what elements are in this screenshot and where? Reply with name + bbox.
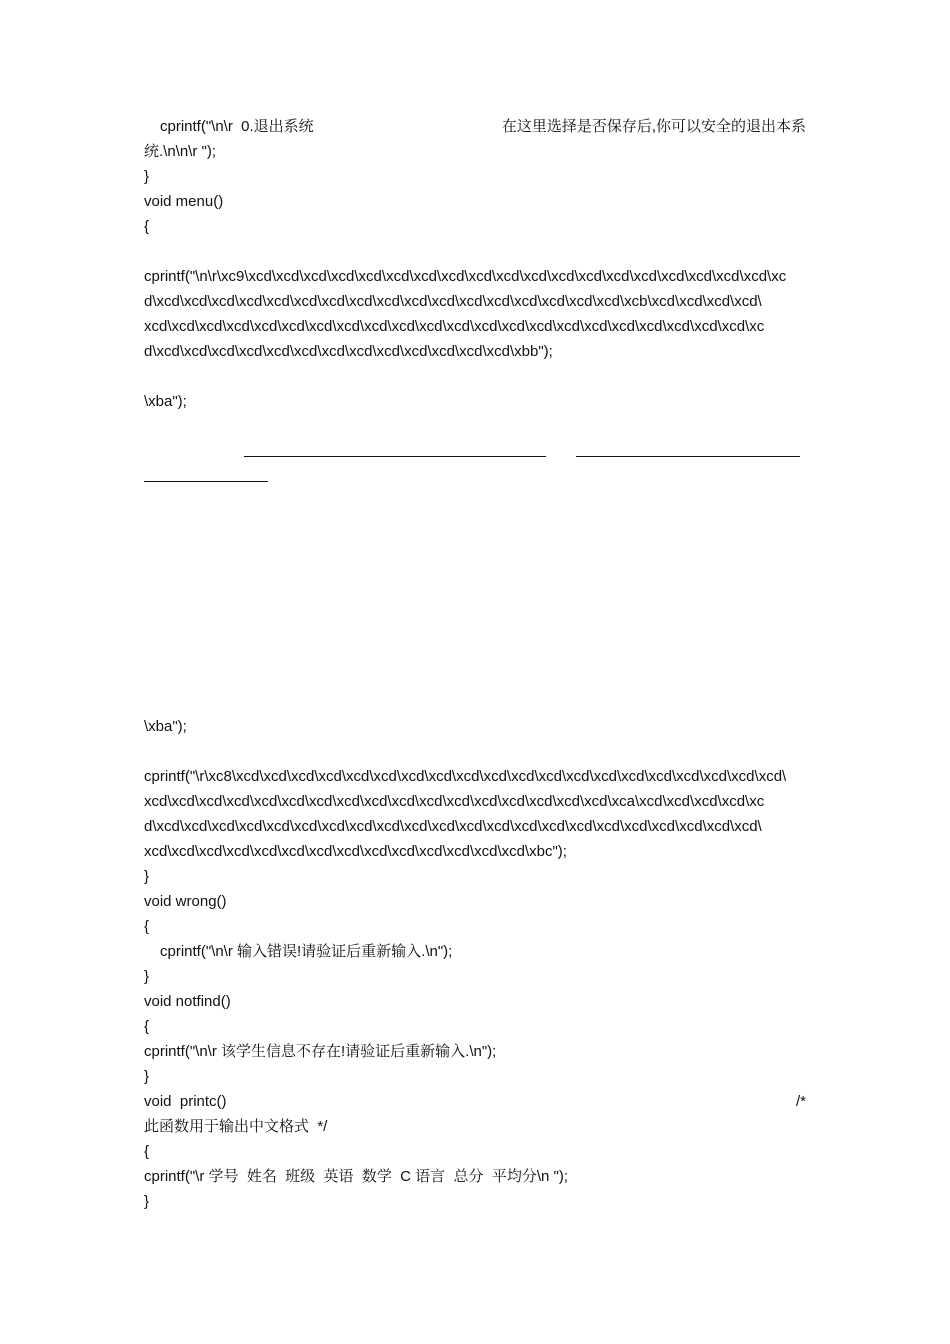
code-line: cprintf("\n\r 该学生信息不存在!请验证后重新输入.\n"); bbox=[144, 1043, 497, 1060]
code-text: cprintf("\n\r 0.退出系统 bbox=[160, 118, 314, 135]
code-line: cprintf("\r\xc8\xcd\xcd\xcd\xcd\xcd\xcd\xcd\xcd\xcd\xcd\xcd\xcd\xcd\xcd\xcd\xcd\xcd\xcd\xcd\xcd\ bbox=[144, 768, 787, 785]
code-line bbox=[144, 564, 806, 589]
code-line: } bbox=[144, 968, 150, 985]
code-line bbox=[144, 689, 806, 714]
code-comment: /* bbox=[795, 1093, 806, 1110]
code-line: { bbox=[144, 1018, 150, 1035]
underline-rule bbox=[144, 481, 268, 482]
code-line bbox=[144, 664, 806, 689]
code-comment: 在这里选择是否保存后,你可以安全的退出本系 bbox=[501, 118, 806, 135]
code-line bbox=[144, 614, 806, 639]
code-line bbox=[144, 489, 806, 514]
code-line: } bbox=[144, 1068, 150, 1085]
code-line bbox=[144, 589, 806, 614]
underline-rule bbox=[244, 456, 546, 457]
code-text: void printc() bbox=[144, 1093, 227, 1110]
code-line: cprintf("\r 学号 姓名 班级 英语 数学 C 语言 总分 平均分\n "); bbox=[144, 1168, 569, 1185]
code-line: cprintf("\n\r 输入错误!请验证后重新输入.\n"); bbox=[160, 943, 453, 960]
code-line: xcd\xcd\xcd\xcd\xcd\xcd\xcd\xcd\xcd\xcd\xcd\xcd\xcd\xcd\xcd\xcd\xcd\xca\xcd\xcd\xcd\xcd\xc bbox=[144, 793, 765, 810]
code-line: { bbox=[144, 218, 150, 235]
code-line: void wrong() bbox=[144, 893, 227, 910]
code-line: } bbox=[144, 1193, 150, 1210]
code-line: d\xcd\xcd\xcd\xcd\xcd\xcd\xcd\xcd\xcd\xcd\xcd\xcd\xcd\xcd\xcd\xcd\xcd\xcd\xcd\xcd\xcd\xcd\ bbox=[144, 818, 762, 835]
code-line: { bbox=[144, 918, 150, 935]
blank-line bbox=[144, 414, 806, 439]
code-line: d\xcd\xcd\xcd\xcd\xcd\xcd\xcd\xcd\xcd\xcd\xcd\xcd\xcd\xbb"); bbox=[144, 343, 553, 360]
code-line: d\xcd\xcd\xcd\xcd\xcd\xcd\xcd\xcd\xcd\xcd\xcd\xcd\xcd\xcd\xcd\xcd\xcd\xcb\xcd\xcd\xcd\xcd\ bbox=[144, 293, 762, 310]
code-line bbox=[144, 364, 806, 389]
code-comment: 此函数用于输出中文格式 */ bbox=[144, 1118, 328, 1135]
code-line: } bbox=[144, 168, 150, 185]
code-line: xcd\xcd\xcd\xcd\xcd\xcd\xcd\xcd\xcd\xcd\xcd\xcd\xcd\xcd\xbc"); bbox=[144, 843, 567, 860]
code-line: 统.\n\n\r "); bbox=[144, 143, 217, 160]
code-line bbox=[144, 464, 806, 489]
code-line bbox=[144, 639, 806, 664]
code-line: cprintf("\n\r\xc9\xcd\xcd\xcd\xcd\xcd\xcd\xcd\xcd\xcd\xcd\xcd\xcd\xcd\xcd\xcd\xcd\xcd\xcd\xcd\xc bbox=[144, 268, 787, 285]
code-line bbox=[144, 439, 806, 464]
underline-rule bbox=[576, 456, 800, 457]
code-line: { bbox=[144, 1143, 150, 1160]
code-line bbox=[144, 539, 806, 564]
code-line: \xba"); bbox=[144, 393, 187, 410]
code-line: \xba"); bbox=[144, 718, 187, 735]
code-line: } bbox=[144, 868, 150, 885]
code-line bbox=[144, 114, 806, 139]
code-line bbox=[144, 1089, 806, 1114]
blank-line bbox=[144, 739, 806, 764]
blank-line bbox=[144, 239, 806, 264]
code-line bbox=[144, 514, 806, 539]
document-page bbox=[144, 114, 806, 1214]
code-line: void notfind() bbox=[144, 993, 231, 1010]
code-line: xcd\xcd\xcd\xcd\xcd\xcd\xcd\xcd\xcd\xcd\xcd\xcd\xcd\xcd\xcd\xcd\xcd\xcd\xcd\xcd\xcd\xcd\xc bbox=[144, 318, 765, 335]
code-line: void menu() bbox=[144, 193, 224, 210]
